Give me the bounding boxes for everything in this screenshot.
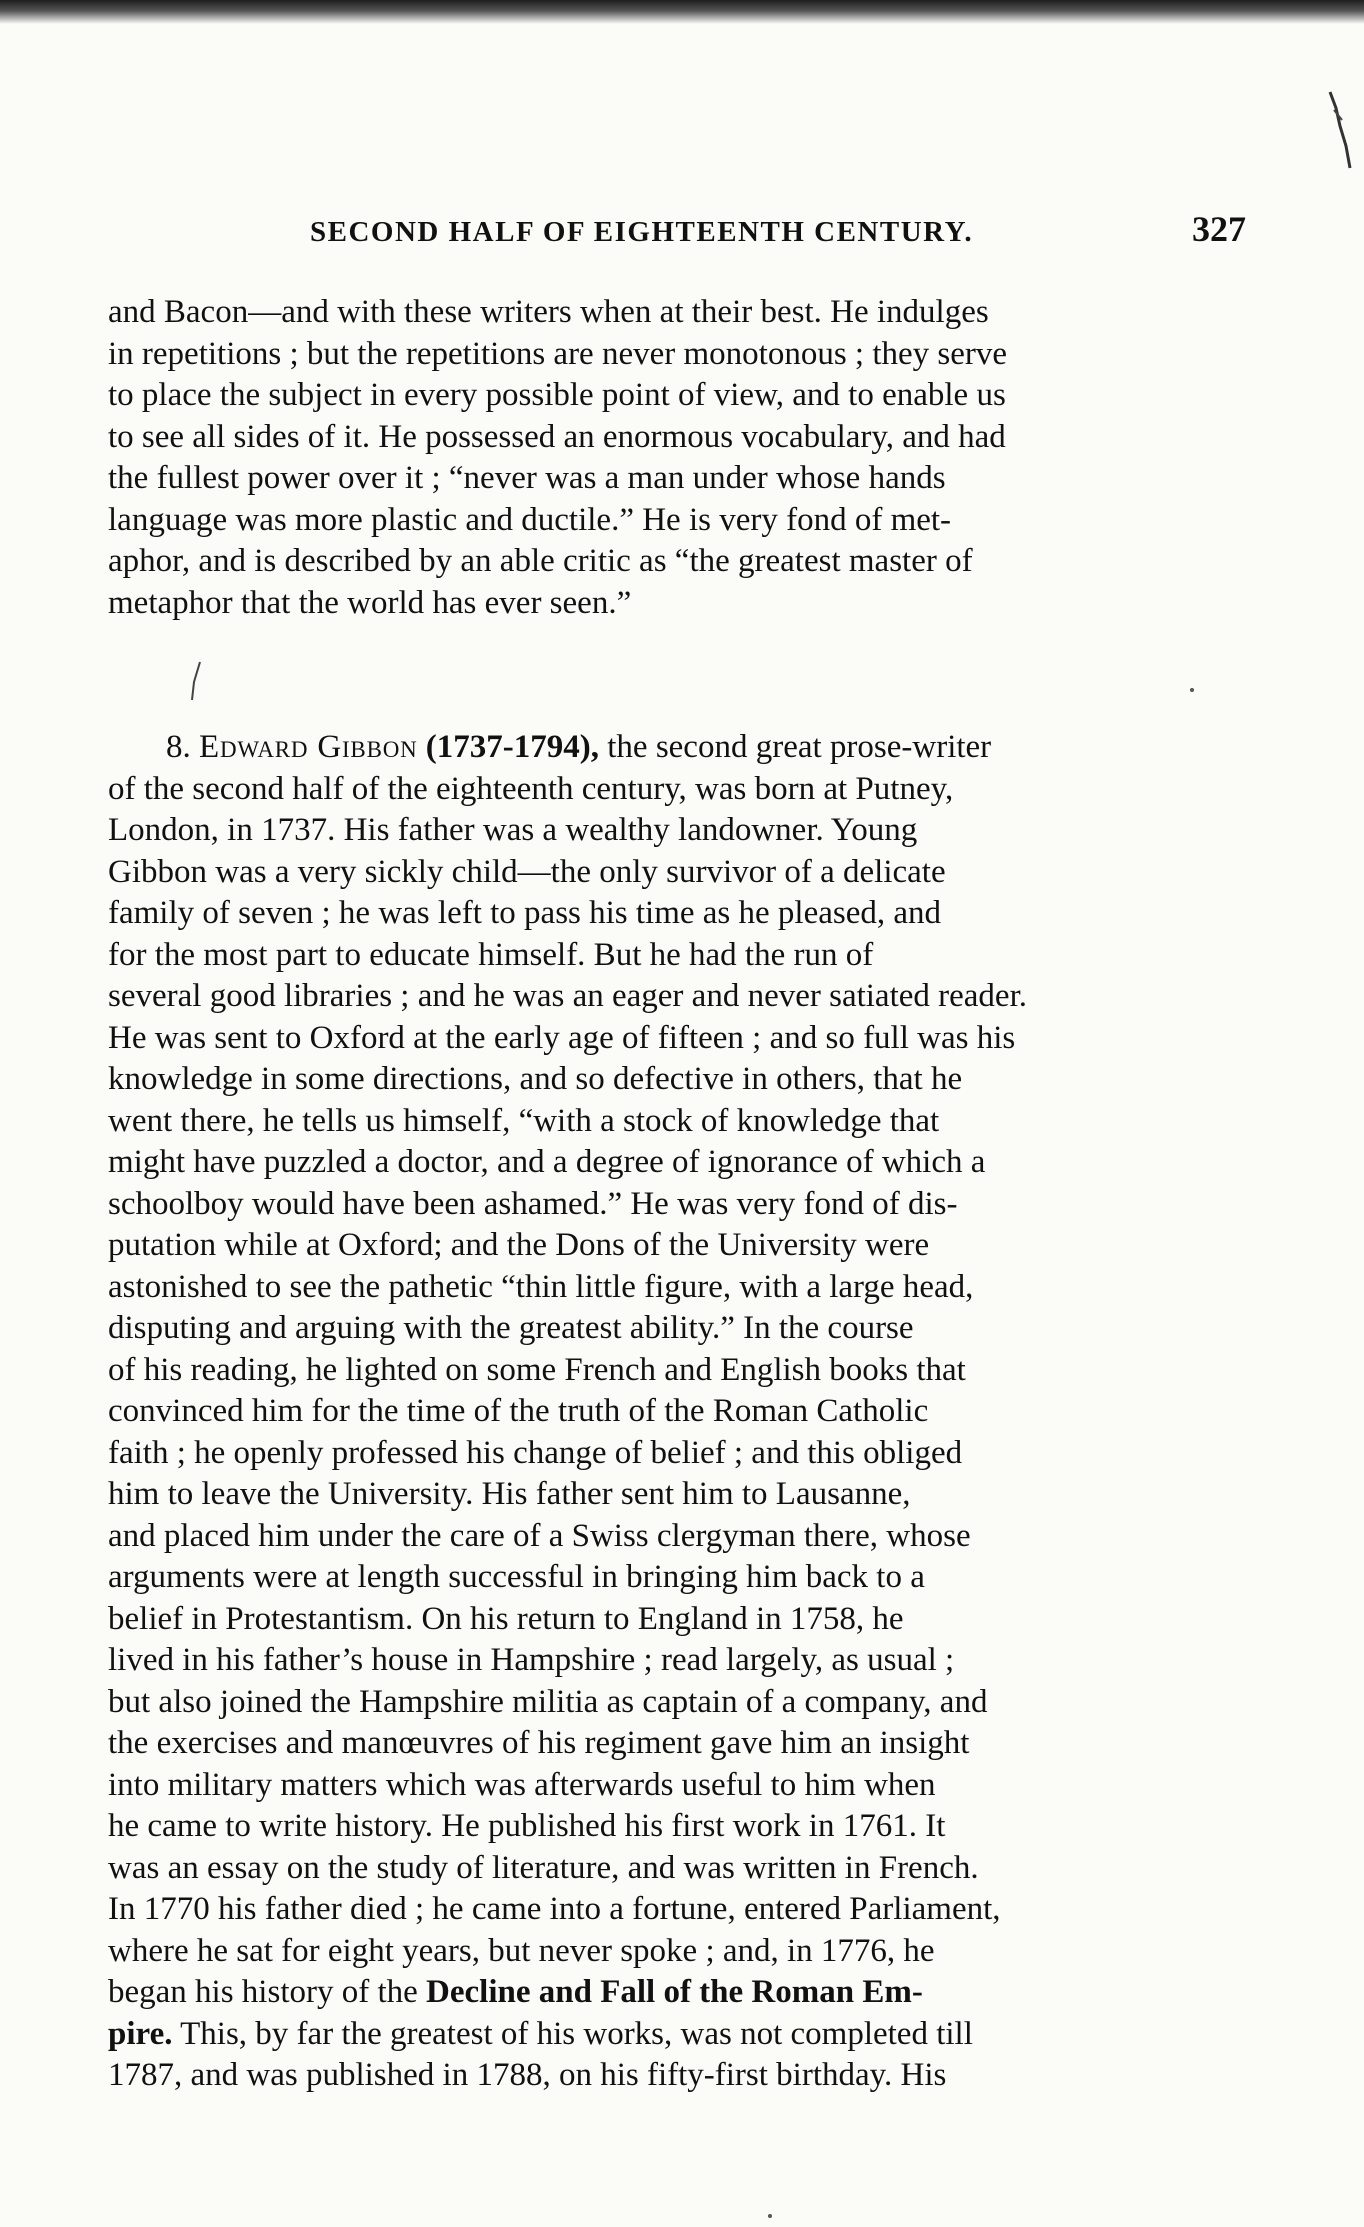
section-number: 8. (166, 729, 191, 765)
paragraph-opening-line (108, 727, 1200, 769)
text-line: the exercises and manœuvres of his regiment gave him an insight (108, 1725, 970, 1761)
running-title: SECOND HALF OF EIGHTEENTH CENTURY. (310, 216, 974, 248)
page-header (310, 208, 1246, 258)
text-line: He was sent to Oxford at the early age of fifteen ; and so full was his (108, 1019, 1016, 1056)
text-line: disputing and arguing with the greatest ability.” In the course (108, 1310, 914, 1346)
text-line: to see all sides of it. He possessed an enormous vocabulary, and had (108, 418, 1006, 455)
author-name: Edward Gibbon (199, 729, 418, 765)
text-line: metaphor that the world has ever seen.” (108, 584, 632, 621)
text-line: the fullest power over it ; “never was a man under whose hands (108, 460, 946, 496)
paragraph-2 (108, 727, 1200, 2097)
book-title-continued: pire. (108, 2015, 173, 2052)
text-line (108, 2014, 1200, 2056)
text-line: arguments were at length successful in bringing him back to a (108, 1559, 925, 1595)
stray-ink-dot (1190, 688, 1194, 692)
text-line: of his reading, he lighted on some French and English books that (108, 1351, 966, 1388)
text-line: he came to write history. He published his first work in 1761. It (108, 1808, 946, 1844)
text-line: In 1770 his father died ; he came into a fortune, entered Parliament, (108, 1891, 1001, 1927)
first-line-text: the second great prose-writer (599, 729, 992, 765)
text-line: astonished to see the pathetic “thin little figure, with a large head, (108, 1268, 974, 1305)
author-dates: (1737-1794), (425, 729, 599, 765)
text-line: for the most part to educate himself. But he had the run of (108, 936, 874, 973)
line-text: This, by far the greatest of his works, was not completed till (172, 2015, 973, 2052)
text-line: to place the subject in every possible point of view, and to enable us (108, 377, 1006, 413)
text-line: of the second half of the eighteenth century, was born at Putney, (108, 770, 954, 807)
corner-smudge-mark (1328, 90, 1352, 172)
text-line: into military matters which was afterwards useful to him when (108, 1766, 936, 1803)
stray-ink-dot (768, 2214, 772, 2218)
text-line: went there, he tells us himself, “with a stock of knowledge that (108, 1102, 940, 1139)
text-line: London, in 1737. His father was a wealthy landowner. Young (108, 812, 918, 848)
text-line: aphor, and is described by an able critic as “the greatest master of (108, 543, 973, 579)
text-line: convinced him for the time of the truth of the Roman Catholic (108, 1393, 929, 1429)
text-line: and Bacon—and with these writers when at their best. He indulges (108, 294, 989, 330)
text-line: language was more plastic and ductile.” He is very fond of met- (108, 501, 952, 538)
text-line: might have puzzled a doctor, and a degree of ignorance of which a (108, 1144, 986, 1180)
paragraph-1 (108, 292, 1200, 624)
text-line: him to leave the University. His father sent him to Lausanne, (108, 1476, 911, 1512)
text-line: family of seven ; he was left to pass his time as he pleased, and (108, 895, 942, 931)
text-line: in repetitions ; but the repetitions are never monotonous ; they serve (108, 335, 1008, 372)
text-line: where he sat for eight years, but never spoke ; and, in 1776, he (108, 1932, 935, 1969)
page-number: 327 (1192, 209, 1246, 249)
text-line: schoolboy would have been ashamed.” He was very fond of dis- (108, 1185, 958, 1222)
text-line: and placed him under the care of a Swiss clergyman there, whose (108, 1517, 971, 1554)
text-line: lived in his father’s house in Hampshire ; read largely, as usual ; (108, 1642, 955, 1678)
book-title: Decline and Fall of the Roman Em- (426, 1974, 923, 2010)
text-line: knowledge in some directions, and so defective in others, that he (108, 1061, 963, 1097)
text-line: putation while at Oxford; and the Dons of the University were (108, 1227, 930, 1263)
line-text: began his history of the (108, 1974, 427, 2010)
scan-top-edge (0, 0, 1364, 24)
text-line: faith ; he openly professed his change of belief ; and this obliged (108, 1434, 963, 1471)
text-line: was an essay on the study of literature, and was written in French. (108, 1849, 979, 1886)
text-line (108, 1972, 1200, 2014)
text-line: belief in Protestantism. On his return to England in 1758, he (108, 1600, 904, 1637)
text-line: Gibbon was a very sickly child—the only survivor of a delicate (108, 853, 946, 890)
text-line: 1787, and was published in 1788, on his fifty-first birthday. His (108, 2057, 947, 2093)
text-line: several good libraries ; and he was an eager and never satiated reader. (108, 978, 1027, 1014)
stray-ink-mark (184, 660, 208, 702)
text-line: but also joined the Hampshire militia as captain of a company, and (108, 1683, 988, 1720)
